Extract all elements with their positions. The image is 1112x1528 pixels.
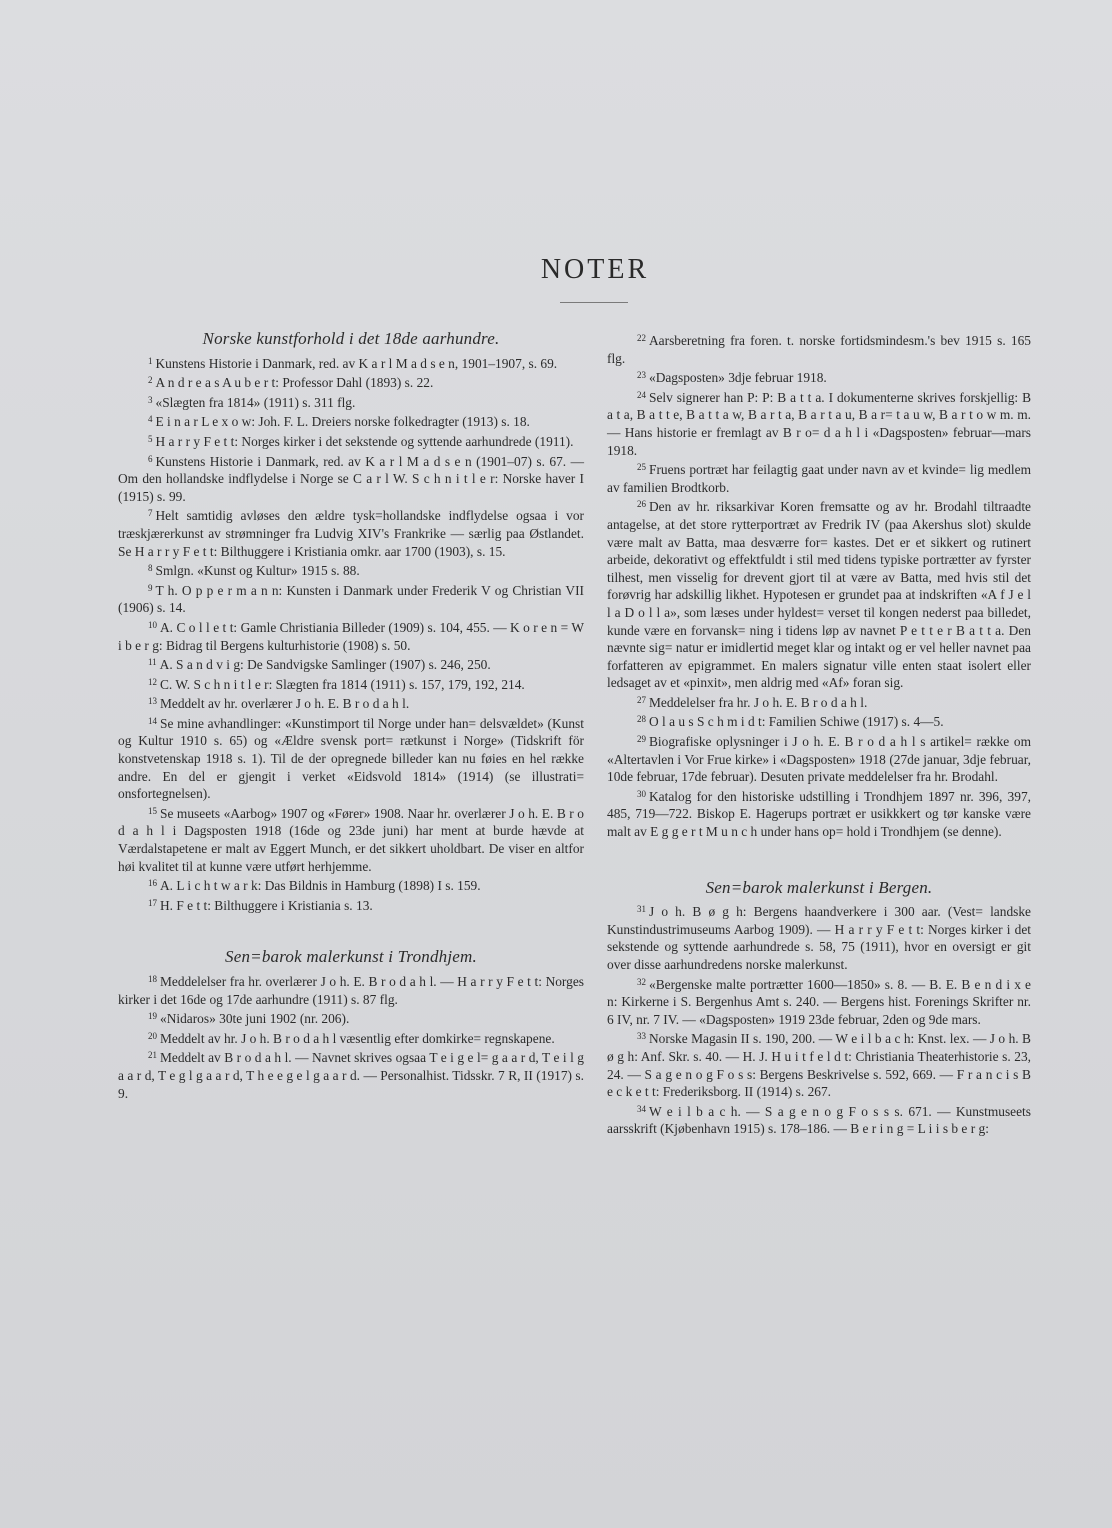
footnote-text: W e i l b a c h. — S a g e n o g F o s s s. 671. — Kunstmuseets aarsskrift (Kjøbenhavn 1915) s. 178–186. — B e r i n g = L i i s b e r g:	[607, 1103, 1031, 1137]
footnote-number: 31	[637, 904, 646, 915]
footnote-number: 10	[148, 619, 157, 630]
footnote-text: Katalog for den historiske udstilling i Trondhjem 1897 nr. 396, 397, 485, 719—722. Biskop E. Hagerups portræt er usikkkert og tør kanske være malt av E g g e r t M u n c h under hans op= hold i Trondhjem (se denne).	[607, 788, 1031, 840]
footnote-number: 21	[148, 1050, 157, 1061]
footnote-text: E i n a r L e x o w: Joh. F. L. Dreiers norske folkedragter (1913) s. 18.	[155, 414, 530, 430]
footnote-text: Den av hr. riksarkivar Koren fremsatte og av hr. Brodahl tiltraadte antagelse, at det store rytterportræt av Fredrik IV (paa Akershus slot) skulde være malt av Batta, maa desværre for= kastes. Det er et sikkert og rutinert arbeide, dekorativt og effektfuldt i stil med tidens typiske portrætter av fyrster tilhest, men visselig for drevent gjort til at være av Batta, med hvis stil det forøvrig har adskillig likhet. Hypotesen er grundet paa at indskriften «A f J e l l a D o l l a», som læses under hyldest= verset til kongen nederst paa billedet, kunde være en forvansk= ning i tidens løp av navnet P e t t e r B a t t a. Den nævnte sig= natur er imidlertid meget klar og intakt og er vel heller navnet paa forfatteren av epigrammet. En malers signatur ville enten staat isolert eller ledsaget av et «pinxit», men aldrig med «Af» foran sig.	[607, 499, 1031, 691]
footnote-text: Smlgn. «Kunst og Kultur» 1915 s. 88.	[155, 563, 360, 579]
notes-list	[118, 971, 584, 1102]
footnote-number: 9	[148, 582, 153, 593]
footnote-number: 17	[148, 897, 157, 908]
footnote-number: 26	[637, 499, 646, 510]
footnote-text: T h. O p p e r m a n n: Kunsten i Danmark under Frederik V og Christian VII (1906) s. 14.	[118, 582, 584, 616]
footnote-text: Meddelt av B r o d a h l. — Navnet skrives ogsaa T e i g e l= g a a r d, T e i l g a a r d, T e g l g a a r d, T h e e g e l g a a r d. — Personalhist. Tidsskr. 7 R, II (1917) s. 9.	[118, 1050, 584, 1101]
footnote-number: 19	[148, 1011, 157, 1022]
footnote-number: 16	[148, 878, 157, 889]
footnote-text: Biografiske oplysninger i J o h. E. B r o d a h l s artikel= række om «Altertavlen i Vor Frue kirke» i «Dagsposten» 1918 (27de januar, 3dje februar, 10de februar, 17de februar). Desuten private meddelelser fra hr. Brodahl.	[607, 734, 1031, 785]
footnote-text: Fruens portræt har feilagtig gaat under navn av et kvinde= lig medlem av familien Brodtkorb.	[607, 462, 1031, 495]
footnote	[118, 971, 584, 1008]
footnote-number: 24	[637, 389, 646, 400]
footnote-text: J o h. B ø g h: Bergens haandverkere i 300 aar. (Vest= landske Kunstindustrimuseums Aarbog 1909). — H a r r y F e t t: Norges kirker i det sekstende og syttende aarhundrede s. 58, 75 (1911), hvor en oversigt er git over disse aarhundredens norske malerkunst.	[607, 904, 1031, 972]
footnote	[118, 895, 584, 915]
footnote-text: Kunstens Historie i Danmark, red. av K a r l M a d s e n, 1901–1907, s. 69.	[155, 355, 558, 371]
footnote-number: 32	[637, 976, 646, 987]
left-column	[118, 330, 584, 1102]
title-rule	[560, 302, 628, 303]
footnote-number: 4	[148, 414, 153, 425]
footnote	[607, 692, 1031, 712]
footnote-number: 6	[148, 453, 153, 464]
footnote-text: Meddelt av hr. overlærer J o h. E. B r o d a h l.	[160, 696, 410, 712]
footnote-text: Meddelelser fra hr. overlærer J o h. E. B r o d a h l. — H a r r y F e t t: Norges kirker i det 16de og 17de aarhundre (1911) s. 87 flg.	[118, 974, 584, 1007]
footnote	[118, 372, 584, 392]
footnote	[118, 1008, 584, 1028]
footnote-text: Kunstens Historie i Danmark, red. av K a r l M a d s e n (1901–07) s. 67. — Om den hollandske indflydelse i Norge se C a r l W. S c h n i t l e r: Norske haver I (1915) s. 99.	[118, 453, 584, 504]
footnote	[607, 496, 1031, 692]
footnote-text: Helt samtidig avløses den ældre tysk=hollandske indflydelse ogsaa i vor træskjærerkunst av strømninger fra Ludvig XIV's Frankrike — særlig paa Østlandet. Se H a r r y F e t t: Bilthuggere i Kristiania omkr. aar 1700 (1903), s. 15.	[118, 508, 584, 559]
footnote-number: 7	[148, 508, 153, 519]
footnote	[607, 1028, 1031, 1100]
footnote-number: 22	[637, 333, 646, 343]
footnote	[118, 875, 584, 895]
footnote	[118, 411, 584, 431]
footnote-text: H. F e t t: Bilthuggere i Kristiania s. 13.	[160, 897, 373, 913]
notes-list	[607, 901, 1031, 1138]
footnote-number: 23	[637, 370, 646, 381]
footnote	[118, 505, 584, 560]
footnote	[607, 387, 1031, 459]
footnote-text: O l a u s S c h m i d t: Familien Schiwe (1917) s. 4—5.	[649, 714, 944, 730]
footnote	[607, 459, 1031, 496]
section-heading: Sen=barok malerkunst i Bergen.	[705, 877, 933, 897]
footnote	[118, 392, 584, 412]
footnote	[607, 901, 1031, 973]
footnote	[607, 367, 1031, 387]
page-title: NOTER	[540, 254, 650, 285]
footnote	[118, 451, 584, 506]
footnote	[118, 654, 584, 674]
footnote-text: Se museets «Aarbog» 1907 og «Fører» 1908. Naar hr. overlærer J o h. E. B r o d a h l i Dagsposten 1918 (16de og 23de juni) har ment at burde hævde at Værdalstapetene er malt av Eggert Munch, er det sikkert uholdbart. De viser en altfor høi kvalitet til at kunne være utført herhjemme.	[118, 805, 584, 874]
footnote-text: Se mine avhandlinger: «Kunstimport til Norge under han= delsvældet» (Kunst og Kultur 1910 s. 65) og «Ældre svensk port= rætkunst i Norge» (Tidskrift för konstvetenskap 1918 s. 1). Til de der opregnede billeder kan nu føies en hel række andre. En del er gjengit i verket «Eidsvold 1814» (1914) (se illustrati= onsfortegnelsen).	[118, 715, 584, 802]
footnote-number: 30	[637, 788, 646, 799]
section-heading: Sen=barok malerkunst i Trondhjem.	[225, 947, 477, 967]
footnote	[118, 693, 584, 713]
footnote-number: 28	[637, 714, 646, 725]
footnote-number: 34	[637, 1103, 646, 1114]
footnote-number: 27	[637, 694, 646, 705]
footnote-number: 29	[637, 734, 646, 745]
footnote-text: H a r r y F e t t: Norges kirker i det sekstende og syttende aarhundrede (1911).	[155, 433, 574, 449]
footnote	[607, 330, 1031, 367]
footnote-text: Norske Magasin II s. 190, 200. — W e i l b a c h: Knst. lex. — J o h. B ø g h: Anf. Skr. s. 40. — H. J. H u i t f e l d t: Christiania Theaterhistorie s. 23, 24. — S a g e n o g F o s s: Bergens Beskrivelse s. 592, 669. — F r a n c i s B e c k e t t: Frederiksborg. II (1914) s. 267.	[607, 1031, 1031, 1100]
footnote	[607, 1101, 1031, 1138]
footnote-text: A. C o l l e t t: Gamle Christiania Billeder (1909) s. 104, 455. — K o r e n = W i b e r g: Bidrag til Bergens kulturhistorie (1908) s. 50.	[118, 619, 584, 653]
footnote	[118, 1028, 584, 1048]
footnote	[118, 1047, 584, 1102]
footnote-text: A. L i c h t w a r k: Das Bildnis in Hamburg (1898) I s. 159.	[160, 878, 481, 894]
footnote-number: 15	[148, 805, 157, 816]
footnote-text: Meddelelser fra hr. J o h. E. B r o d a h l.	[649, 694, 868, 710]
section-heading: Norske kunstforhold i det 18de aarhundre.	[202, 329, 500, 348]
footnote-number: 12	[148, 676, 157, 687]
footnote-number: 1	[148, 355, 153, 366]
footnote	[118, 560, 584, 580]
footnote-text: «Nidaros» 30te juni 1902 (nr. 206).	[160, 1011, 350, 1027]
footnote	[118, 674, 584, 694]
footnote	[607, 711, 1031, 731]
footnote	[118, 617, 584, 654]
footnote-text: Meddelt av hr. J o h. B r o d a h l væsentlig efter domkirke= regnskapene.	[160, 1030, 555, 1046]
footnote-text: «Bergenske malte portrætter 1600—1850» s. 8. — B. E. B e n d i x e n: Kirkerne i S. Bergenhus Amt s. 240. — Bergens hist. Forenings Skrifter nr. 6 IV, nr. 7 IV. — «Dagsposten» 1919 23de februar, 2den og 9de mars.	[607, 976, 1031, 1027]
right-column	[607, 330, 1031, 1138]
footnote-text: «Dagsposten» 3dje februar 1918.	[649, 370, 827, 386]
footnote	[607, 974, 1031, 1029]
footnote-number: 3	[148, 394, 153, 405]
notes-list	[607, 330, 1031, 841]
footnote	[118, 803, 584, 875]
footnote	[607, 731, 1031, 786]
footnote-text: Selv signerer han P: P: B a t t a. I dokumenterne skrives forskjellig: B a t a, B a t t e, B a t t a w, B a r t a, B a r t a u, B a r= t a u w, B a r t o w m. m. — Hans historie er fremlagt av B r o= d a h l i «Dagsposten» februar—mars 1918.	[607, 389, 1031, 458]
footnote-text: «Slægten fra 1814» (1911) s. 311 flg.	[155, 394, 356, 410]
footnote-number: 11	[148, 657, 157, 668]
footnote-text: C. W. S c h n i t l e r: Slægten fra 1814 (1911) s. 157, 179, 192, 214.	[160, 676, 525, 692]
footnote-text: A n d r e a s A u b e r t: Professor Dahl (1893) s. 22.	[155, 375, 434, 391]
footnote-number: 14	[148, 715, 157, 726]
notes-list	[118, 353, 584, 915]
footnote	[118, 431, 584, 451]
footnote-number: 25	[637, 462, 646, 473]
footnote-number: 2	[148, 375, 153, 386]
footnote-number: 20	[148, 1030, 157, 1041]
footnote	[118, 580, 584, 617]
footnote	[607, 786, 1031, 841]
footnote-text: A. S a n d v i g: De Sandvigske Samlinger (1907) s. 246, 250.	[159, 657, 491, 673]
footnote-number: 8	[148, 563, 153, 574]
footnote-number: 18	[148, 974, 157, 984]
footnote-number: 33	[637, 1031, 646, 1042]
footnote-text: Aarsberetning fra foren. t. norske fortidsmindesm.'s bev 1915 s. 165 flg.	[607, 333, 1031, 366]
footnote-number: 5	[148, 433, 153, 444]
footnote	[118, 353, 584, 373]
footnote	[118, 713, 584, 803]
footnote-number: 13	[148, 696, 157, 707]
